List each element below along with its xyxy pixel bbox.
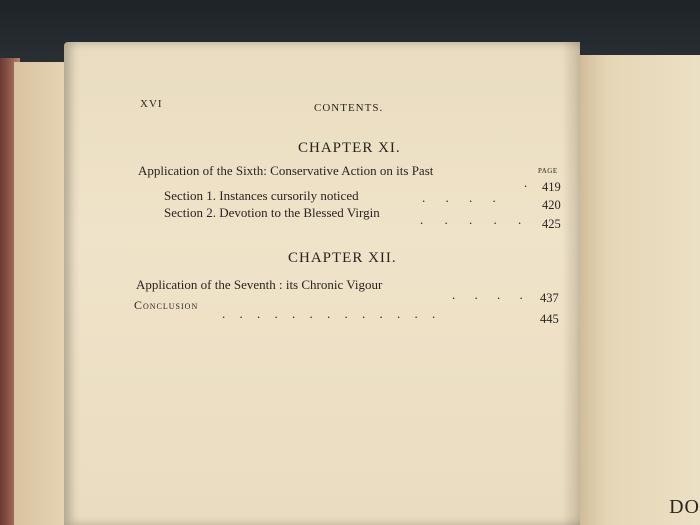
toc-entry-text: Conclusion (134, 298, 199, 312)
toc-leader: . . . . (422, 190, 496, 205)
left-page-edge (14, 62, 66, 525)
toc-leader: . (524, 175, 528, 190)
toc-leader: . . . . . . . . . . . . . (222, 306, 436, 321)
toc-entry-text: Section 2. Devotion to the Blessed Virgin (164, 205, 380, 220)
toc-page-number: 437 (540, 291, 559, 305)
spine-shadow (562, 42, 580, 525)
toc-entry-text: Application of the Sixth: Conservative Action on its Past (138, 163, 434, 178)
toc-page-number: 420 (542, 198, 561, 212)
toc-page-number: 425 (542, 217, 561, 231)
toc-entry-text: Section 1. Instances cursorily noticed (164, 188, 359, 203)
page-folio: XVI (140, 98, 163, 110)
page-column-label: PAGE (538, 167, 558, 175)
chapter-title: CHAPTER XI. (298, 140, 401, 156)
facing-page-corner-text: DO (669, 496, 700, 518)
toc-leader: . . . . . (420, 212, 522, 227)
toc-entry-text: Application of the Seventh : its Chronic Vigour (136, 277, 383, 292)
toc-leader: . . . . (452, 287, 523, 302)
contents-page (64, 42, 580, 525)
toc-page-number: 419 (542, 180, 561, 194)
chapter-title: CHAPTER XII. (288, 250, 397, 266)
toc-page-number: 445 (540, 312, 559, 326)
running-title: CONTENTS. (314, 102, 384, 114)
facing-page (576, 55, 700, 525)
